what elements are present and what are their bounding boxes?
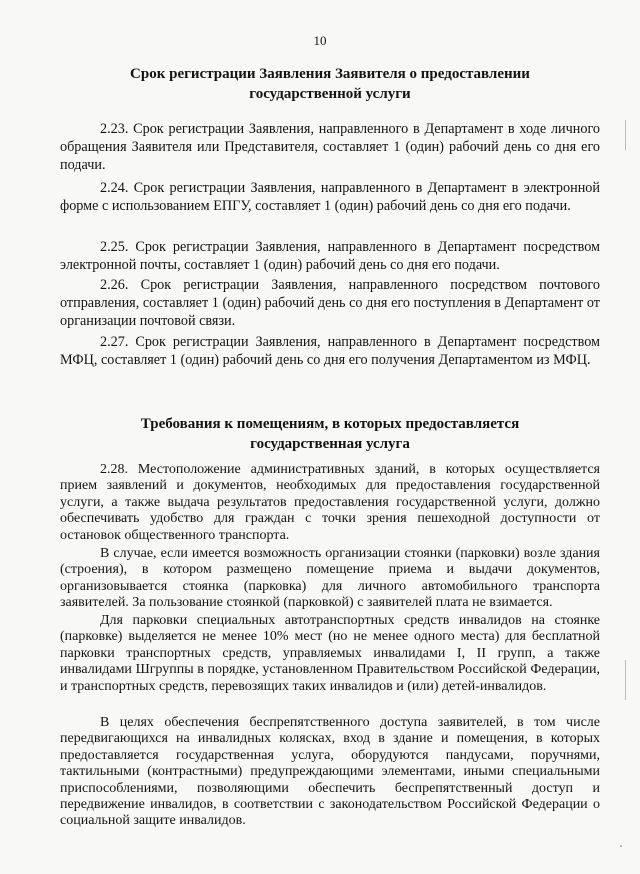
scan-mark [620,845,622,847]
paragraph-2-25: 2.25. Срок регистрации Заявления, направленного в Департамент посредством электронной почты, составляет 1 (один) рабочий день со дня его подачи. [60,239,600,274]
scan-mark [625,660,626,700]
page-number: 10 [313,33,327,48]
heading-line: Срок регистрации Заявления Заявителя о предоставлении [130,66,530,82]
section-heading-premises [60,414,600,454]
paragraph-disabled-parking: Для парковки специальных автотранспортных средств инвалидов на стоянке (парковке) выделяется не менее 10% мест (но не менее одного места) для бесплатной парковки транспортных средств, управляемых инвалидами I, II групп, а также инвалидами Шгруппы в порядке, установленном Правительством Российской Федерации, и транспортных средств, перевозящих таких инвалидов и (или) детей-инвалидов. [60,613,600,694]
paragraph-2-28: 2.28. Местоположение административных зданий, в которых осуществляется прием заявлений и документов, необходимых для предоставления государственной услуги, а также выдача результатов предоставления государственной услуги, должно обеспечивать удобство для граждан с точки зрения пешеходной доступности от остановок общественного транспорта. [60,462,600,543]
heading-line: государственной услуги [249,86,411,102]
paragraph-accessibility: В целях обеспечения беспрепятственного доступа заявителей, в том числе передвигающихся на инвалидных колясках, вход в здание и помещения, в которых предоставляется государственная услуга, оборудуются пандусами, поручнями, тактильными (контрастными) предупреждающими элементами, иными специальными приспособлениями, позволяющими обеспечить беспрепятственный доступ и передвижение инвалидов, в соответствии с законодательством Российской Федерации о социальной защите инвалидов. [60,715,600,829]
paragraph-parking: В случае, если имеется возможность организации стоянки (парковки) возле здания (строения), в котором размещено помещение приема и выдачи документов, организовывается стоянка (парковка) для личного автомобильного транспорта заявителей. За пользование стоянкой (парковкой) с заявителей плата не взимается. [60,546,600,611]
scan-mark [625,120,626,150]
paragraph-2-27: 2.27. Срок регистрации Заявления, направленного в Департамент посредством МФЦ, составляет 1 (один) рабочий день со дня его получения Департаментом из МФЦ. [60,334,600,369]
heading-line: Требования к помещениям, в которых предоставляется [140,416,520,432]
paragraph-2-24: 2.24. Срок регистрации Заявления, направленного в Департамент в электронной форме с использованием ЕПГУ, составляет 1 (один) рабочий день со дня его подачи. [60,180,600,215]
paragraph-2-23: 2.23. Срок регистрации Заявления, направленного в Департамент в ходе личного обращения Заявителя или Представителя, составляет 1 (один) рабочий день со дня его подачи. [60,121,600,174]
section-heading-registration [60,64,600,104]
paragraph-2-26: 2.26. Срок регистрации Заявления, направленного посредством почтового отправления, составляет 1 (один) рабочий день со дня его поступления в Департамент от организации почтовой связи. [60,277,600,330]
heading-line: государственная услуга [250,436,410,452]
